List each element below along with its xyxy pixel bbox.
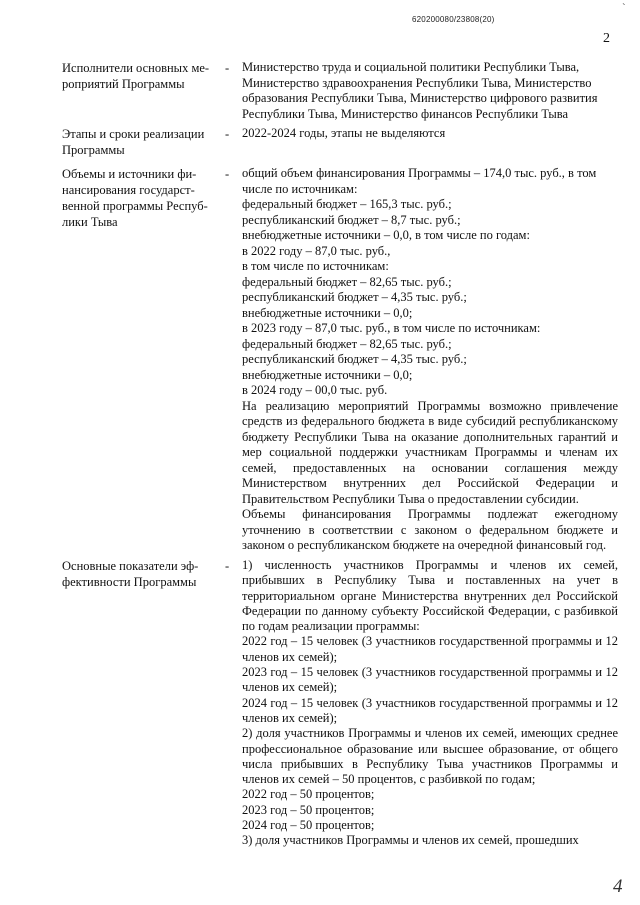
value-line: республиканский бюджет – 8,7 тыс. руб.; [242, 212, 461, 227]
row-dash: - [225, 127, 230, 141]
value-line: 3) доля участников Программы и членов их семей, прошедших [242, 833, 579, 848]
value-paragraph: 2023 год – 15 человек (3 участников государственной программы и 12 членов их семей); [242, 665, 618, 695]
page-number: 2 [603, 31, 610, 46]
value-line: внебюджетные источники – 0,0; [242, 305, 413, 320]
row-executors [62, 60, 618, 126]
row-value [242, 126, 618, 141]
value-line: числе по источникам: [242, 181, 358, 196]
value-line: Республики Тыва, Министерство финансов Республики Тыва [242, 106, 569, 121]
value-line: внебюджетные источники – 0,0, в том числе по годам: [242, 228, 530, 242]
row-stages [62, 126, 618, 166]
value-line: федеральный бюджет – 165,3 тыс. руб.; [242, 197, 452, 211]
row-dash: - [225, 167, 230, 181]
value-paragraph: На реализацию мероприятий Программы возможно привлечение средств из федерального бюджета в виде субсидий республиканскому бюджету Республики Тыва на оказание дополнительных гарантий и мер социальной поддержки участникам Программы и членам их семей, предоставленных на основании соглашения между Министерством внутренних дел Российской Федерации и Правительством Республики Тыва о предоставлении субсидии. [242, 398, 618, 506]
row-financing [62, 166, 618, 558]
value-paragraph: 1) численность участников Программы и членов их семей, прибывших в Республику Тыва и поставленных на учет в территориальном органе Министерства внутренних дел Российской Федерации по данному субъекту Российской Федерации, с разбивкой по годам реализации программы: [242, 558, 618, 634]
row-dash: - [225, 61, 230, 75]
value-line: в 2022 году – 87,0 тыс. руб., [242, 243, 391, 258]
row-value [242, 166, 618, 554]
value-line: федеральный бюджет – 82,65 тыс. руб.; [242, 274, 452, 289]
document-id-stamp: 620200080/23808(20) [412, 15, 495, 24]
row-value [242, 60, 618, 122]
value-line: 2023 год – 50 процентов; [242, 802, 375, 817]
passport-table [62, 60, 618, 849]
value-line: внебюджетные источники – 0,0; [242, 367, 413, 382]
value-line: 2022 год – 50 процентов; [242, 787, 375, 802]
value-line: 2024 год – 50 процентов; [242, 818, 375, 833]
value-line: федеральный бюджет – 82,65 тыс. руб.; [242, 336, 452, 351]
value-line: республиканский бюджет – 4,35 тыс. руб.; [242, 290, 467, 304]
value-paragraph: 2022 год – 15 человек (3 участников государственной программы и 12 членов их семей); [242, 634, 618, 664]
value-line: 2022-2024 годы, этапы не выделяются [242, 126, 446, 140]
value-paragraph: 2024 год – 15 человек (3 участников государственной программы и 12 членов их семей); [242, 695, 618, 725]
value-line: общий объем финансирования Программы – 174,0 тыс. руб., в том [242, 166, 597, 180]
row-label: Исполнители основных ме-роприятий Программы [62, 61, 210, 91]
value-line: образования Республики Тыва, Министерство цифрового развития [242, 91, 598, 105]
value-line: республиканский бюджет – 4,35 тыс. руб.; [242, 352, 467, 366]
value-line: Министерство труда и социальной политики Республики Тыва, [242, 60, 580, 74]
row-label: Основные показатели эф-фективности Программы [62, 559, 199, 589]
handwritten-page-mark: 4 [613, 876, 623, 897]
value-line: Министерство здравоохранения Республики Тыва, Министерство [242, 75, 592, 90]
margin-tick-mark: ˋ [622, 2, 626, 14]
value-line: в 2023 году – 87,0 тыс. руб., в том числе по источникам: [242, 321, 541, 335]
value-line: в том числе по источникам: [242, 259, 389, 273]
value-paragraph: 2) доля участников Программы и членов их семей, имеющих среднее профессиональное образование или высшее образование, от общего числа прибывших в Республику Тыва участников Программы и членов их семей – 50 процентов, с разбивкой по годам; [242, 726, 618, 787]
value-line: в 2024 году – 00,0 тыс. руб. [242, 383, 388, 397]
row-dash: - [225, 559, 230, 573]
row-value [242, 558, 618, 849]
row-label: Этапы и сроки реализации Программы [62, 127, 205, 157]
value-paragraph: Объемы финансирования Программы подлежат ежегодному уточнению в соответствии с законом о федеральном бюджете и законом о республиканском бюджете на очередной финансовый год. [242, 507, 618, 552]
row-indicators [62, 558, 618, 849]
row-label: Объемы и источники фи-нансирования государст-венной программы Респуб-лики Тыва [62, 167, 208, 229]
